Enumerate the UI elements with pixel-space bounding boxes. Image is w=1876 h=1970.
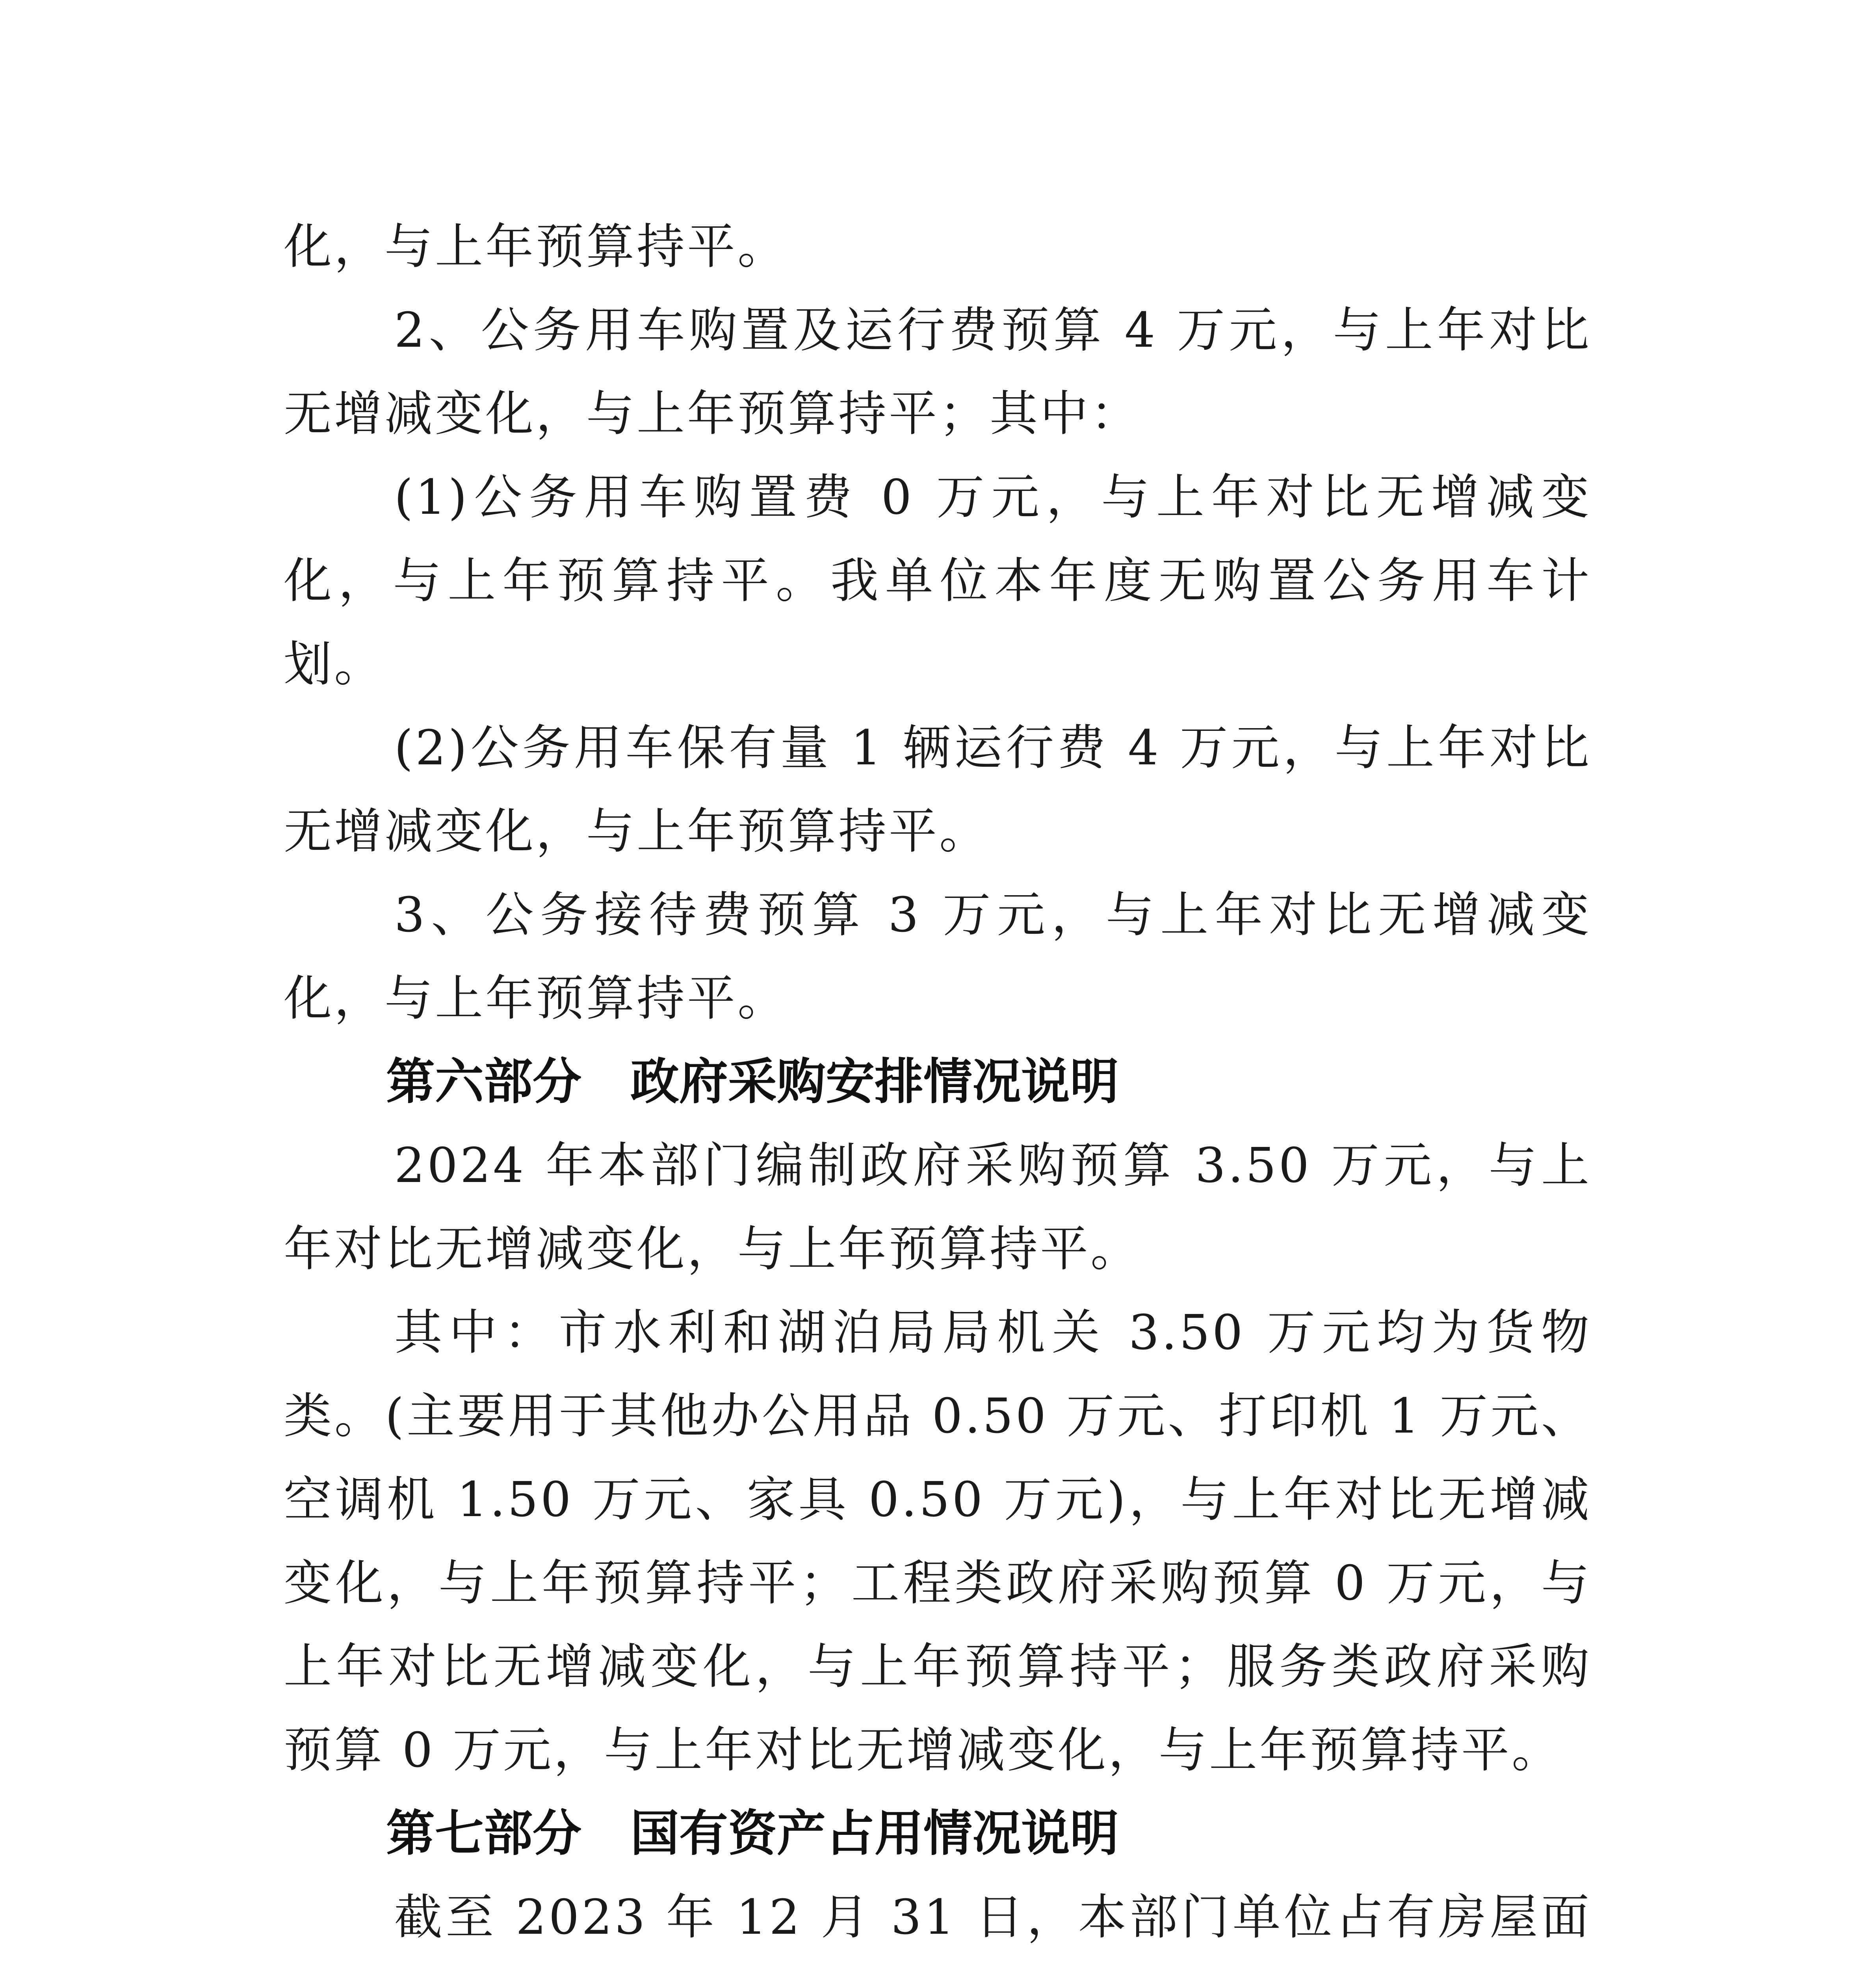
paragraph-3: (1)公务用车购置费 0 万元，与上年对比无增减变化，与上年预算持平。我单位本年度无购置公务用车计划。 bbox=[284, 469, 1592, 692]
section-heading-6: 第六部分 政府采购安排情况说明 bbox=[386, 1054, 1119, 1110]
paragraph-2: 2、公务用车购置及运行费预算 4 万元，与上年对比无增减变化，与上年预算持平；其中： bbox=[284, 302, 1592, 442]
paragraph-4: (2)公务用车保有量 1 辆运行费 4 万元，与上年对比无增减变化，与上年预算持平。 bbox=[284, 720, 1592, 859]
section-heading-7: 第七部分 国有资产占用情况说明 bbox=[386, 1805, 1119, 1862]
paragraph-5: 3、公务接待费预算 3 万元，与上年对比无增减变化，与上年预算持平。 bbox=[284, 887, 1592, 1026]
document-body bbox=[284, 205, 1592, 1970]
paragraph-7: 其中：市水利和湖泊局局机关 3.50 万元均为货物类。(主要用于其他办公用品 0.50 万元、打印机 1 万元、空调机 1.50 万元、家具 0.50 万元)，与上年对比无增减变化，与上年预算持平；工程类政府采购预算 0 万元，与上年对比无增减变化，与上年预算持平；服务类政府采购预算 0 万元，与上年对比无增减变化，与上年预算持平。 bbox=[284, 1305, 1592, 1778]
paragraph-6: 2024 年本部门编制政府采购预算 3.50 万元，与上年对比无增减变化，与上年预算持平。 bbox=[284, 1137, 1592, 1277]
paragraph-8: 截至 2023 年 12 月 31 日，本部门单位占有房屋面 bbox=[394, 1889, 1592, 1945]
paragraph-1: 化，与上年预算持平。 bbox=[284, 219, 788, 275]
